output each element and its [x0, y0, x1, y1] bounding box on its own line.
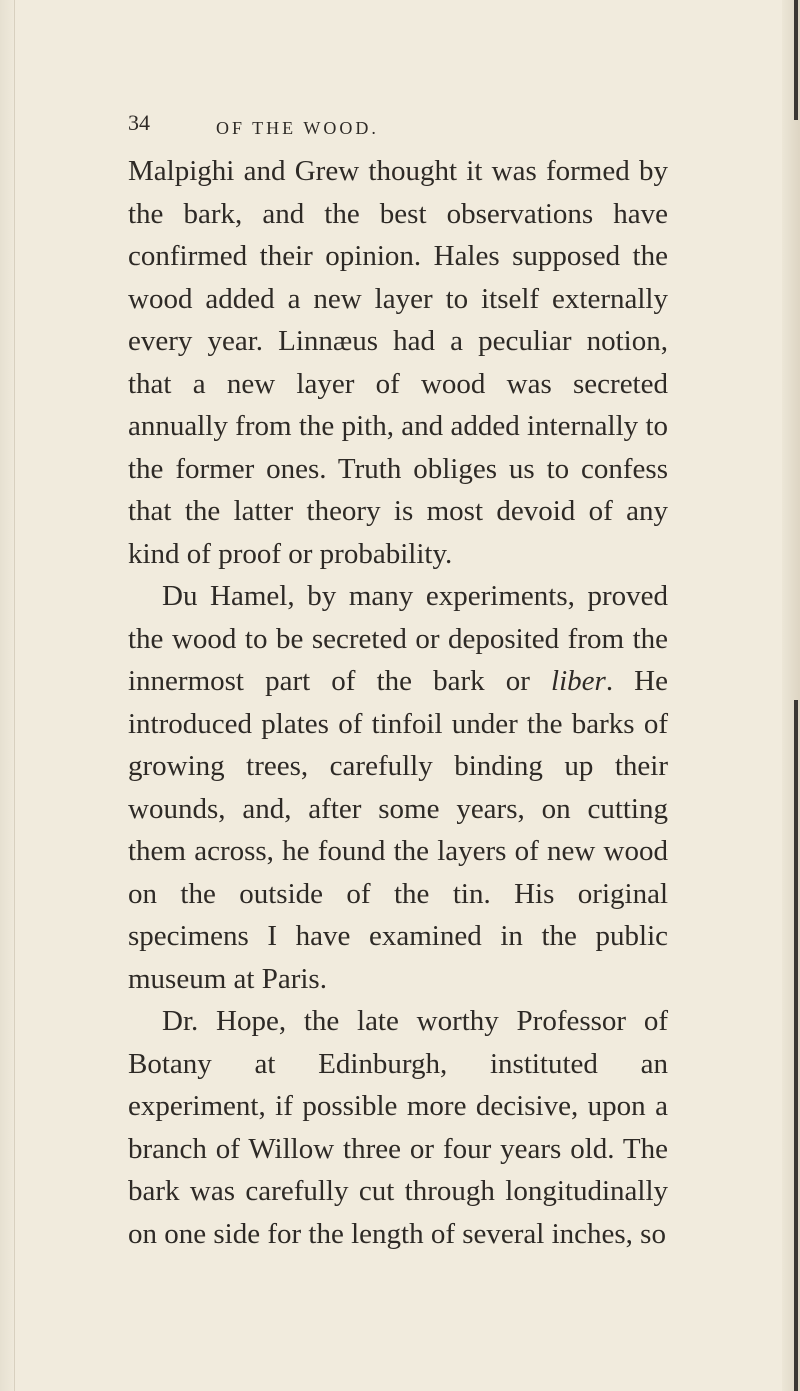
- page-right-edge: [782, 0, 800, 1391]
- paragraph-text: Dr. Hope, the late worthy Professor of Botany at Edinburgh, instituted an experiment, if possible more decisive, upon a branch of Willow three or four years old. The bark was carefully cut through longitudinally on one side for the length of several inches, so: [128, 1005, 668, 1250]
- paragraph-1: [128, 150, 668, 575]
- binding-shadow: [794, 700, 798, 1391]
- paragraph-text: Malpighi and Grew thought it was formed by the bark, and the best observations have confirmed their opinion. Hales supposed the wood added a new layer to itself externally every year. Linnæus had a peculiar notion, that a new layer of wood was secreted annually from the pith, and added internally to the former ones. Truth obliges us to confess that the latter theory is most devoid of any kind of proof or probability.: [128, 155, 668, 570]
- paragraph-2: [128, 575, 668, 1000]
- italic-term: liber: [551, 665, 606, 697]
- paragraph-text: Du Hamel, by many experiments, proved the wood to be secreted or deposited from the innermost part of the bark or: [128, 580, 668, 697]
- running-head: OF THE WOOD.: [216, 118, 379, 138]
- body-text: [128, 150, 668, 1255]
- page-header: [128, 110, 688, 150]
- paragraph-3: [128, 1000, 668, 1255]
- page-number: 34: [128, 110, 150, 135]
- binding-shadow: [794, 0, 798, 120]
- paragraph-text: . He introduced plates of tinfoil under the barks of growing trees, carefully binding up their wounds, and, after some years, on cutting them across, he found the layers of new wood on the outside of the tin. His original specimens I have examined in the public museum at Paris.: [128, 665, 668, 995]
- page-left-edge: [0, 0, 15, 1391]
